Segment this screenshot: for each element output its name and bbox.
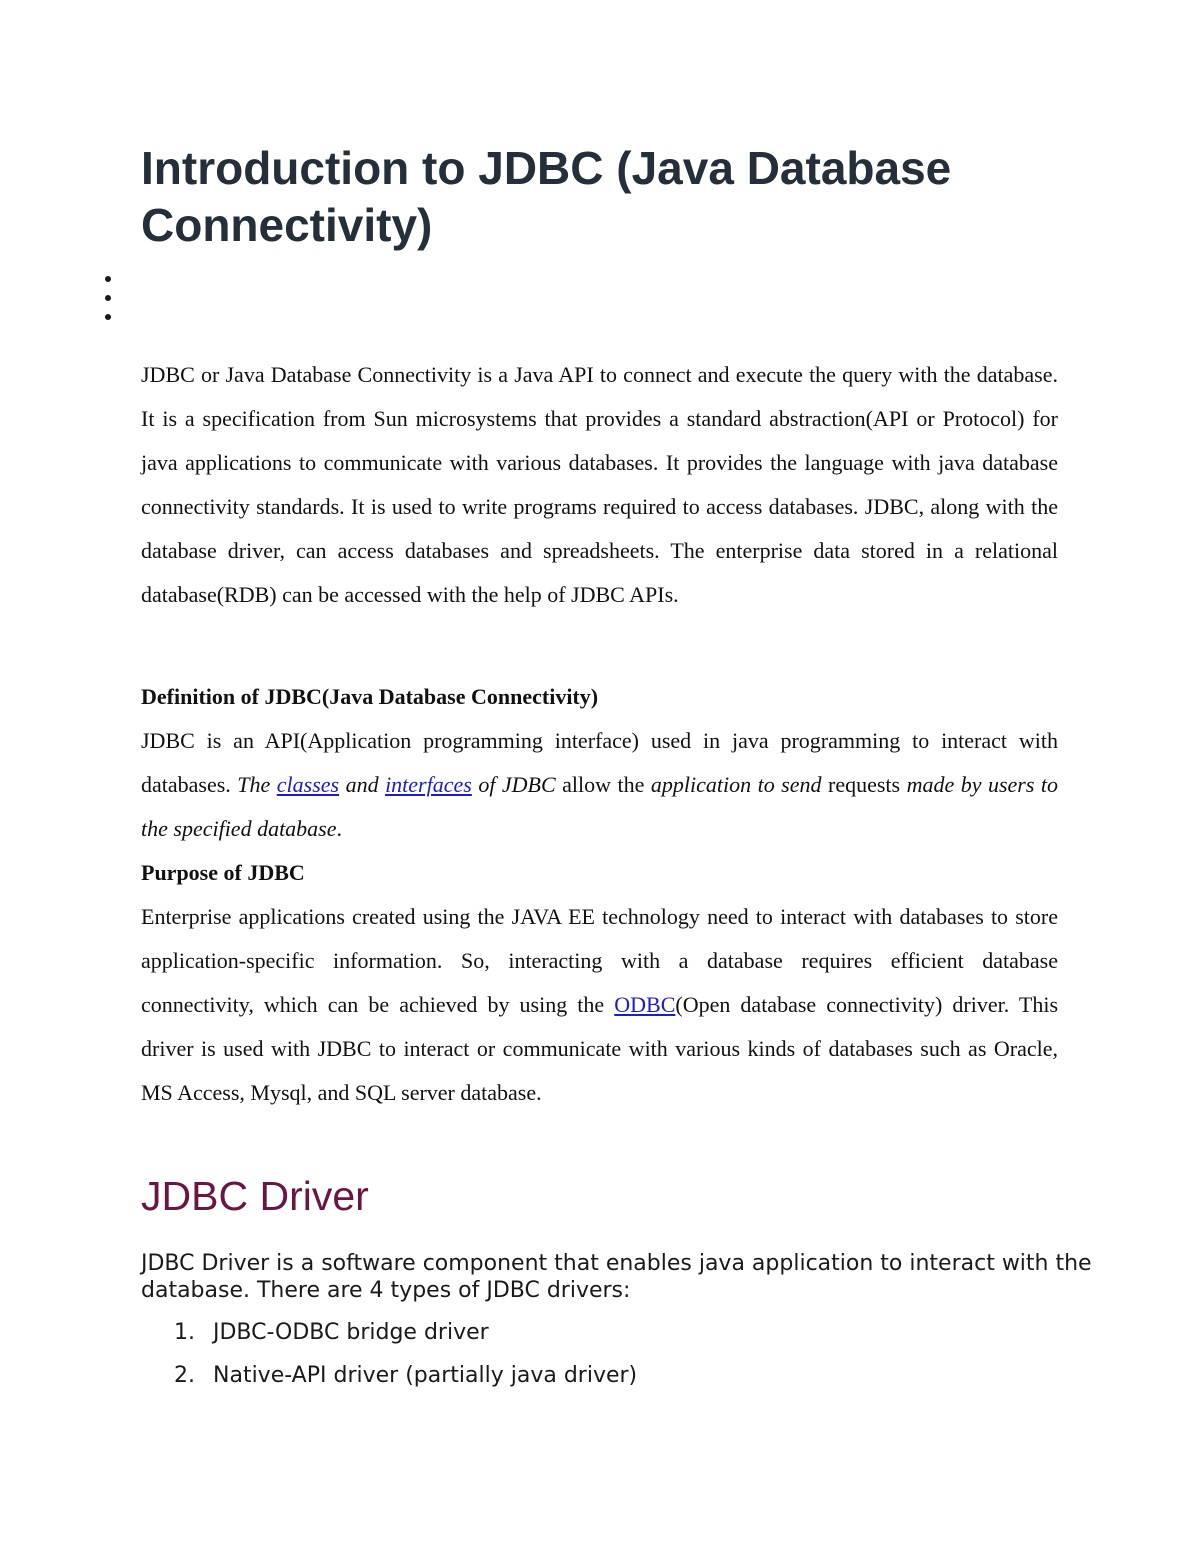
list-item-text: Native-API driver (partially java driver) bbox=[213, 1363, 638, 1388]
intro-paragraph: JDBC or Java Database Connectivity is a Java API to connect and execute the query with the database. It is a specification from Sun microsystems that provides a standard abstraction(API or Protocol) for java applications to communicate with various databases. It provides the language with java database connectivity standards. It is used to write programs required to access databases. JDBC, along with the database driver, can access databases and spreadsheets. The enterprise data stored in a relational database(RDB) can be accessed with the help of JDBC APIs. bbox=[141, 362, 1058, 607]
definition-heading: Definition of JDBC(Java Database Connectivity) bbox=[141, 684, 599, 709]
jdbc-driver-heading: JDBC Driver bbox=[141, 1173, 369, 1219]
definition-em-text: made by users to the specified database bbox=[141, 772, 1059, 841]
dot-icon bbox=[105, 314, 111, 320]
purpose-paragraph bbox=[141, 895, 1058, 1115]
list-item-number: 1. bbox=[174, 1320, 195, 1345]
purpose-heading: Purpose of JDBC bbox=[141, 860, 305, 885]
dot-icon bbox=[105, 295, 111, 301]
list-item bbox=[141, 1361, 1041, 1404]
list-item bbox=[141, 1318, 1041, 1361]
purpose-text: (Open database connectivity) driver. This driver is used with JDBC to interact or communicate with various kinds of databases such as Oracle, MS Access, Mysql, and SQL server database. bbox=[141, 992, 1059, 1105]
interfaces-link[interactable]: interfaces bbox=[385, 772, 472, 797]
definition-em-text: of JDBC bbox=[478, 772, 556, 797]
jdbc-driver-paragraph: JDBC Driver is a software component that enables java application to interact with the database. There are 4 types of JDBC drivers: bbox=[141, 1251, 1092, 1303]
definition-paragraph bbox=[141, 719, 1058, 851]
page-title: Introduction to JDBC (Java Database Connectivity) bbox=[141, 142, 952, 251]
definition-em-text: application to send bbox=[650, 772, 822, 797]
purpose-text: Enterprise applications created using the JAVA EE technology need to interact with databases to store application-specific information. So, interacting with a database requires efficient database connectivity, which can be achieved by using the bbox=[141, 904, 1058, 1017]
classes-link[interactable]: classes bbox=[276, 772, 340, 797]
more-options-icon[interactable] bbox=[103, 276, 113, 324]
list-item-number: 2. bbox=[174, 1363, 195, 1388]
definition-text: JDBC is an API(Application programming interface) used in java programming to interact with databases. bbox=[141, 728, 1058, 797]
definition-text: . bbox=[336, 816, 343, 841]
definition-em-text: and bbox=[345, 772, 379, 797]
definition-text: requests bbox=[828, 772, 901, 797]
definition-text: allow the bbox=[562, 772, 645, 797]
odbc-link[interactable]: ODBC bbox=[614, 992, 676, 1017]
driver-types-list bbox=[141, 1318, 1041, 1404]
dot-icon bbox=[105, 276, 111, 282]
definition-em-text: The bbox=[237, 772, 271, 797]
list-item-text: JDBC-ODBC bridge driver bbox=[213, 1320, 489, 1345]
